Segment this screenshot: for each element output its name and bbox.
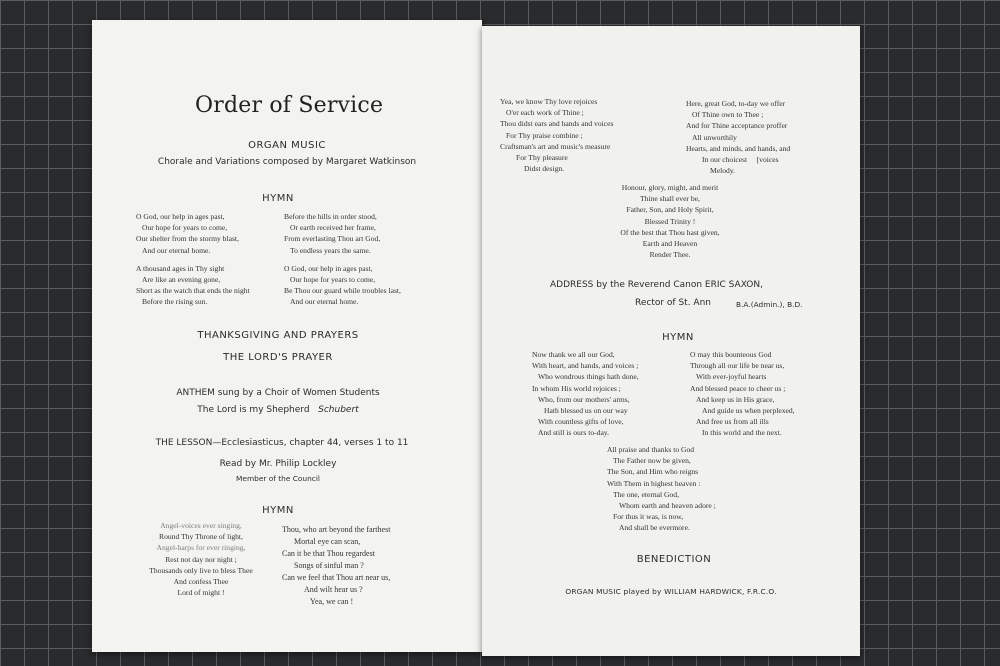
verse-line: With countless gifts of love, [538,417,624,427]
verse-line: Or earth received her frame, [290,223,376,233]
verse-line: Before the rising sun. [142,297,208,307]
verse-line: Are like an evening gone, [142,275,221,285]
hymn-1-heading: HYMN [262,193,294,204]
verse-line: Thou, who art beyond the farthest [282,525,391,534]
verse-line: Didst design. [524,164,565,174]
lesson-reader-role: Member of the Council [236,474,320,483]
address-degrees: B.A.(Admin.), B.D. [736,300,803,309]
verse-line: And free us from all ills [696,417,769,427]
verse-line: The Son, and Him who reigns [607,467,699,477]
verse-line: For thus it was, is now, [613,512,684,522]
verse-line: Thou didst ears and hands and voices [500,119,614,129]
verse-line: Yea, we know Thy love rejoices [500,97,598,106]
verse-line: And guide us when perplexed, [702,406,795,416]
anthem-composer: Schubert [318,405,359,415]
verse-line: Thousands only live to bless Thee [149,565,253,575]
hymn-2-column-2 [282,524,390,608]
hymn-1-column-2 [284,211,401,308]
verse-line: Be Thou our guard while troubles last, [284,286,401,296]
verse-line: Honour, glory, might, and merit [621,183,719,192]
verse-line: Before the hills in order stood, [284,212,377,221]
verse-line: And still is ours to-day. [538,428,610,438]
anthem-title: The Lord is my Shepherd [197,405,310,415]
verse-line: Who wondrous things hath done, [538,372,639,382]
verse-line [686,154,790,165]
verse-line: All unworthily [692,132,737,142]
verse-line: In whom His world rejoices ; [532,383,621,393]
lesson-line: THE LESSON—Ecclesiasticus, chapter 44, verses 1 to 11 [155,438,409,448]
verse-line: And blessed peace to cheer us ; [690,383,786,393]
lords-prayer-heading: THE LORD'S PRAYER [223,352,333,363]
anthem-piece [92,405,464,415]
thanksgiving-heading: THANKSGIVING AND PRAYERS [197,330,359,341]
verse-line: O may this bounteous God [690,350,772,359]
right-page [482,26,860,656]
lesson-reader: Read by Mr. Philip Lockley [219,459,337,469]
closing-organ-music: ORGAN MUSIC played by WILLIAM HARDWICK, F.R.C.O. [565,587,777,596]
verse-line: O'er each work of Thine ; [506,108,584,118]
page-title: Order of Service [195,93,384,118]
verse-line: With Them in highest heaven : [607,478,701,488]
verse-wrap-bracket: [voices [756,155,779,165]
verse-line: And wilt hear us ? [304,585,363,594]
verse-line: Songs of sinful man ? [294,561,364,570]
verse-line: O God, our help in ages past, [284,263,373,273]
verse-line: And keep us in His grace, [696,394,775,404]
verse-line: Round Thy Throne of light, [159,532,243,542]
hymn-2-continued-column-1 [500,96,613,174]
verse-text: In our choicest [702,155,748,165]
verse-line: Our hope for years to come, [290,275,376,285]
organ-music-detail: Chorale and Variations composed by Margaret Watkinson [157,157,417,167]
verse-line: Our hope for years to come, [142,223,228,233]
verse-line: Of Thine own to Thee ; [692,110,764,120]
hymn-1-column-1 [136,211,250,308]
hymn-2-heading: HYMN [262,505,294,516]
verse-line: Mortal eye can scan, [294,537,361,546]
verse-line: Can we feel that Thou art near us, [282,573,391,582]
verse-line: Whom earth and heaven adore ; [619,501,716,511]
verse-line: To endless years the same. [290,245,371,255]
verse-line: Craftsman's art and music's measure [500,141,611,151]
hymn-3-column-2 [690,349,795,439]
verse-line: Short as the watch that ends the night [136,286,250,296]
verse-line: The one, eternal God, [613,489,679,499]
verse-line: And confess Thee [173,577,229,587]
verse-line: Here, great God, to-day we offer [686,99,786,108]
hymn-3-column-1 [532,349,639,439]
verse-line: All praise and thanks to God [607,445,695,454]
address-rector: Rector of St. Ann [635,298,711,308]
verse-line: With heart, and hands, and voices ; [532,361,639,371]
verse-line: Hearts, and minds, and hands, and [686,143,791,153]
address-line: ADDRESS by the Reverend Canon ERIC SAXON, [550,280,763,290]
verse-line: In this world and the next. [702,428,782,438]
left-page [92,20,482,652]
verse-line: Who, from our mothers' arms, [538,394,630,404]
verse-line: Thine shall ever be, [640,194,700,204]
verse-line: Blessed Trinity ! [644,216,696,226]
verse-line: Can it be that Thou regardest [282,549,375,558]
verse-line: For Thy praise combine ; [506,130,583,140]
verse-line: A thousand ages in Thy sight [136,263,225,273]
verse-line: Rest not day nor night ; [165,554,237,564]
benediction-heading: BENEDICTION [636,554,712,565]
verse-line: For Thy pleasure [516,153,568,163]
verse-line: And shall be evermore. [619,523,690,533]
verse-line: Through all our life be near us, [690,361,785,371]
verse-line: O God, our help in ages past, [136,212,225,221]
verse-line: Earth and Heaven [642,239,698,249]
hymn-2-column-1 [132,520,270,598]
verse-line: Of the best that Thou hast given, [620,227,720,237]
verse-line: Our shelter from the stormy blast, [136,234,239,244]
verse-line: From everlasting Thou art God, [284,234,381,244]
verse-line: Lord of might ! [177,588,225,598]
verse-line: Father, Son, and Holy Spirit, [626,205,714,215]
verse-line: And our eternal home. [142,245,211,255]
hymn-2-continued-column-2 [686,98,790,176]
verse-line: Angel-voices ever singing, [160,521,242,530]
verse-line: Render Thee. [649,250,691,260]
hymn-3-heading: HYMN [662,332,694,343]
hymn-2-continued-center [590,182,750,260]
verse-line: Melody. [710,166,736,176]
hymn-3-center [607,444,716,534]
verse-line: And our eternal home. [290,297,359,307]
verse-line: The Father now be given, [613,456,691,466]
verse-line: Yea, we can ! [310,597,354,606]
verse-line: Hath blessed us on our way [544,406,628,416]
verse-line: Angel-harps for ever ringing, [156,543,246,553]
anthem-line: ANTHEM sung by a Choir of Women Students [176,388,380,398]
verse-line: Now thank we all our God, [532,350,615,359]
organ-music-heading: ORGAN MUSIC [248,140,326,151]
verse-line: And for Thine acceptance proffer [686,121,788,131]
verse-line: With ever-joyful hearts [696,372,767,382]
